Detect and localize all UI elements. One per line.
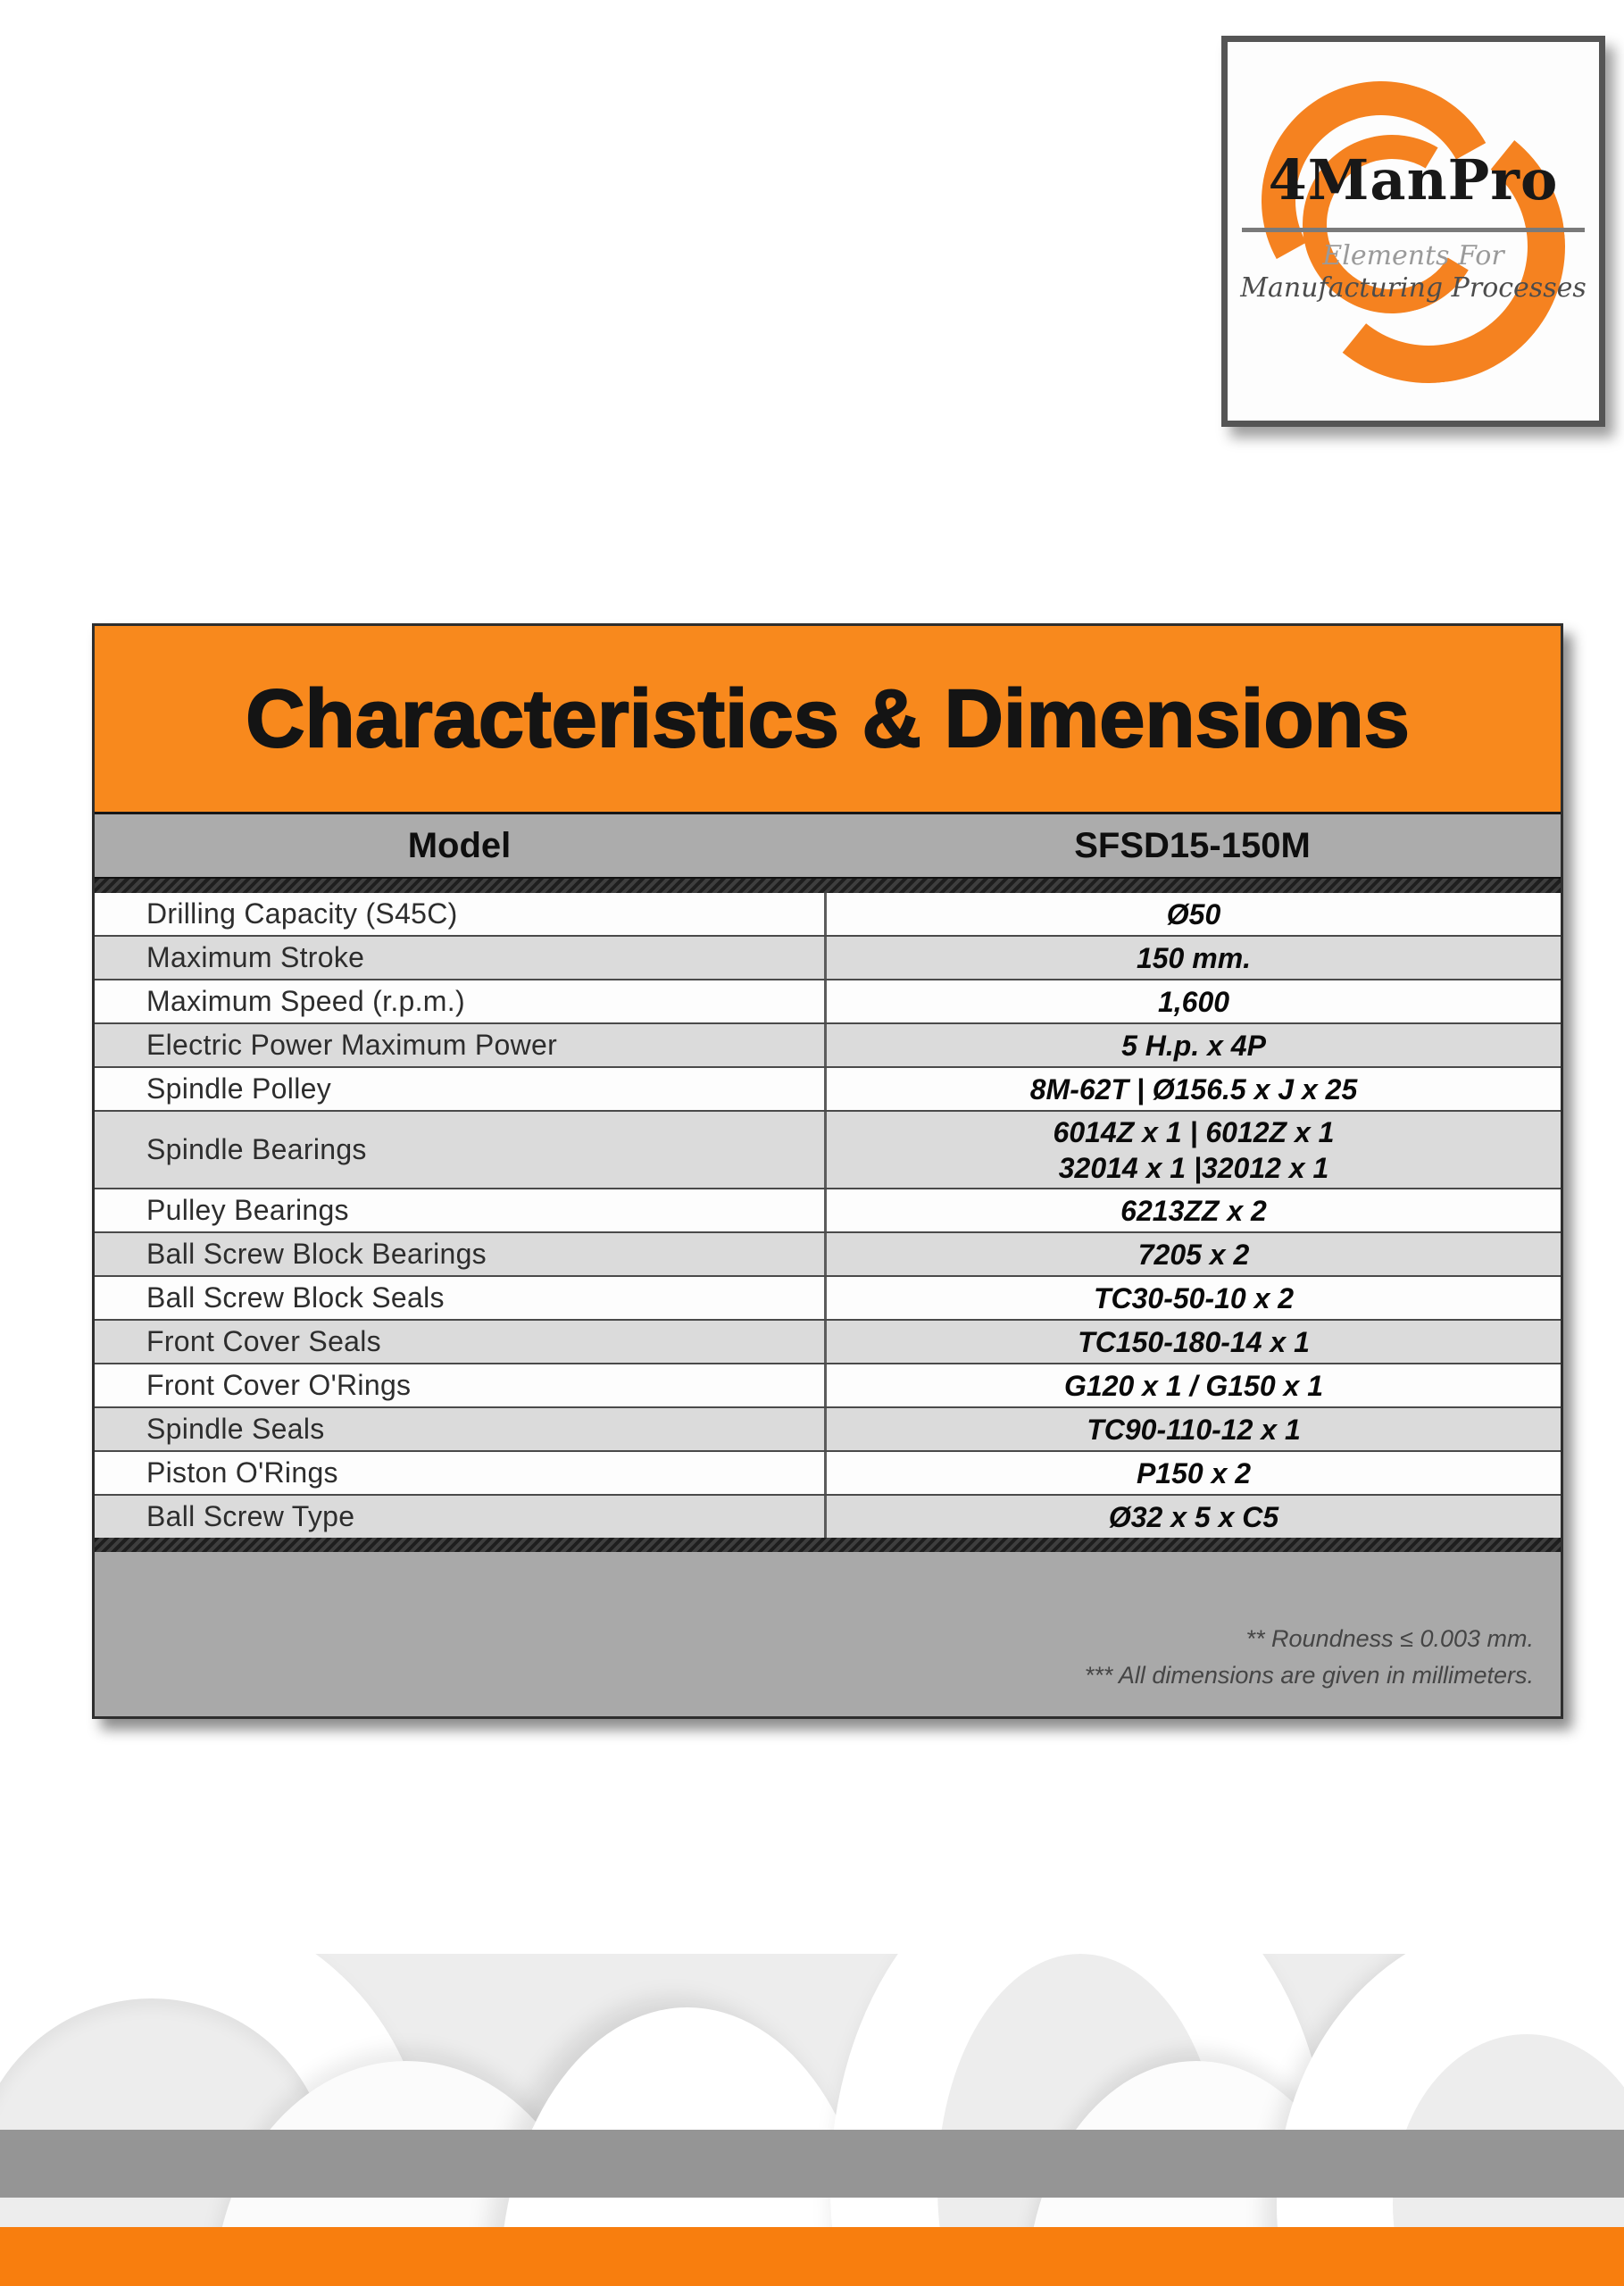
table-row xyxy=(95,1406,1561,1450)
row-value xyxy=(824,1452,1561,1494)
row-value xyxy=(824,893,1561,935)
row-label: Front Cover Seals xyxy=(146,1325,381,1357)
row-value xyxy=(824,1364,1561,1406)
row-value xyxy=(824,980,1561,1022)
row-value-text: 6014Z x 1 | 6012Z x 1 xyxy=(1053,1115,1335,1148)
row-value-text: 8M-62T | Ø156.5 x J x 25 xyxy=(1029,1072,1358,1105)
row-label: Ball Screw Block Seals xyxy=(146,1281,445,1314)
row-value-text: Ø32 x 5 x C5 xyxy=(1108,1500,1279,1533)
row-value-text: 5 H.p. x 4P xyxy=(1121,1029,1266,1062)
row-value-text: 7205 x 2 xyxy=(1137,1238,1250,1271)
table-row xyxy=(95,1231,1561,1275)
row-value-text: G120 x 1 / G150 x 1 xyxy=(1064,1369,1323,1402)
logo-tagline-line1: Elements For xyxy=(1322,240,1504,271)
logo-wordmark: 4ManPro xyxy=(1268,147,1559,213)
row-value xyxy=(824,1024,1561,1066)
row-value xyxy=(824,1321,1561,1363)
model-label: Model xyxy=(407,825,512,865)
row-value xyxy=(824,1233,1561,1275)
row-value xyxy=(824,1496,1561,1538)
footnote-dimensions: *** All dimensions are given in millimeters. xyxy=(1084,1661,1534,1689)
row-value-text: 1,600 xyxy=(1157,985,1230,1018)
row-label: Ball Screw Type xyxy=(146,1500,355,1532)
spec-table xyxy=(92,623,1563,1719)
row-label: Pulley Bearings xyxy=(146,1194,349,1226)
table-row xyxy=(95,1110,1561,1188)
row-value xyxy=(824,1189,1561,1231)
table-row xyxy=(95,1275,1561,1319)
logo-tagline-line2: Manufacturing Processes xyxy=(1240,272,1587,304)
table-row xyxy=(95,979,1561,1022)
table-row xyxy=(95,893,1561,935)
table-footer xyxy=(95,1552,1561,1716)
row-label: Front Cover O'Rings xyxy=(146,1369,412,1401)
table-row xyxy=(95,1363,1561,1406)
row-value-text: Ø50 xyxy=(1166,897,1221,930)
row-label: Maximum Speed (r.p.m.) xyxy=(146,985,465,1017)
row-value-text: 150 mm. xyxy=(1136,941,1252,974)
table-row xyxy=(95,1066,1561,1110)
row-value xyxy=(824,1068,1561,1110)
logo-text xyxy=(1228,42,1599,421)
row-value xyxy=(824,937,1561,979)
table-row xyxy=(95,1319,1561,1363)
table-row xyxy=(95,1188,1561,1231)
hatched-divider-bottom xyxy=(95,1538,1561,1552)
row-value-text: 6213ZZ x 2 xyxy=(1120,1194,1267,1227)
row-value xyxy=(824,1277,1561,1319)
row-value-text: P150 x 2 xyxy=(1136,1456,1252,1489)
footnote-roundness: ** Roundness ≤ 0.003 mm. xyxy=(1245,1625,1534,1652)
row-label: Ball Screw Block Bearings xyxy=(146,1238,487,1270)
company-logo-box xyxy=(1221,36,1605,427)
table-row xyxy=(95,1494,1561,1538)
row-value-text: TC90-110-12 x 1 xyxy=(1087,1413,1301,1446)
row-label: Maximum Stroke xyxy=(146,941,365,973)
table-row xyxy=(95,935,1561,979)
row-value-text: TC30-50-10 x 2 xyxy=(1093,1281,1295,1314)
row-value-text-line2: 32014 x 1 |32012 x 1 xyxy=(1058,1151,1329,1184)
row-label: Spindle Seals xyxy=(146,1413,325,1445)
row-label: Piston O'Rings xyxy=(146,1456,338,1489)
table-title-band xyxy=(95,626,1561,814)
page-title: Characteristics & Dimensions xyxy=(246,672,1410,764)
row-value xyxy=(824,1112,1561,1188)
row-label: Electric Power Maximum Power xyxy=(146,1029,558,1061)
orange-band xyxy=(0,2227,1624,2286)
row-label: Drilling Capacity (S45C) xyxy=(146,897,458,930)
hatched-divider-top xyxy=(95,879,1561,893)
model-header-row xyxy=(95,814,1561,879)
row-label: Spindle Bearings xyxy=(146,1133,367,1165)
table-row xyxy=(95,1022,1561,1066)
model-value: SFSD15-150M xyxy=(1074,825,1311,865)
table-row xyxy=(95,1450,1561,1494)
row-value-text: TC150-180-14 x 1 xyxy=(1078,1325,1310,1358)
logo-divider xyxy=(1242,228,1585,232)
row-value xyxy=(824,1408,1561,1450)
row-label: Spindle Polley xyxy=(146,1072,331,1105)
bottom-decoration xyxy=(0,1954,1624,2286)
spec-rows xyxy=(95,893,1561,1538)
gray-band xyxy=(0,2130,1624,2198)
